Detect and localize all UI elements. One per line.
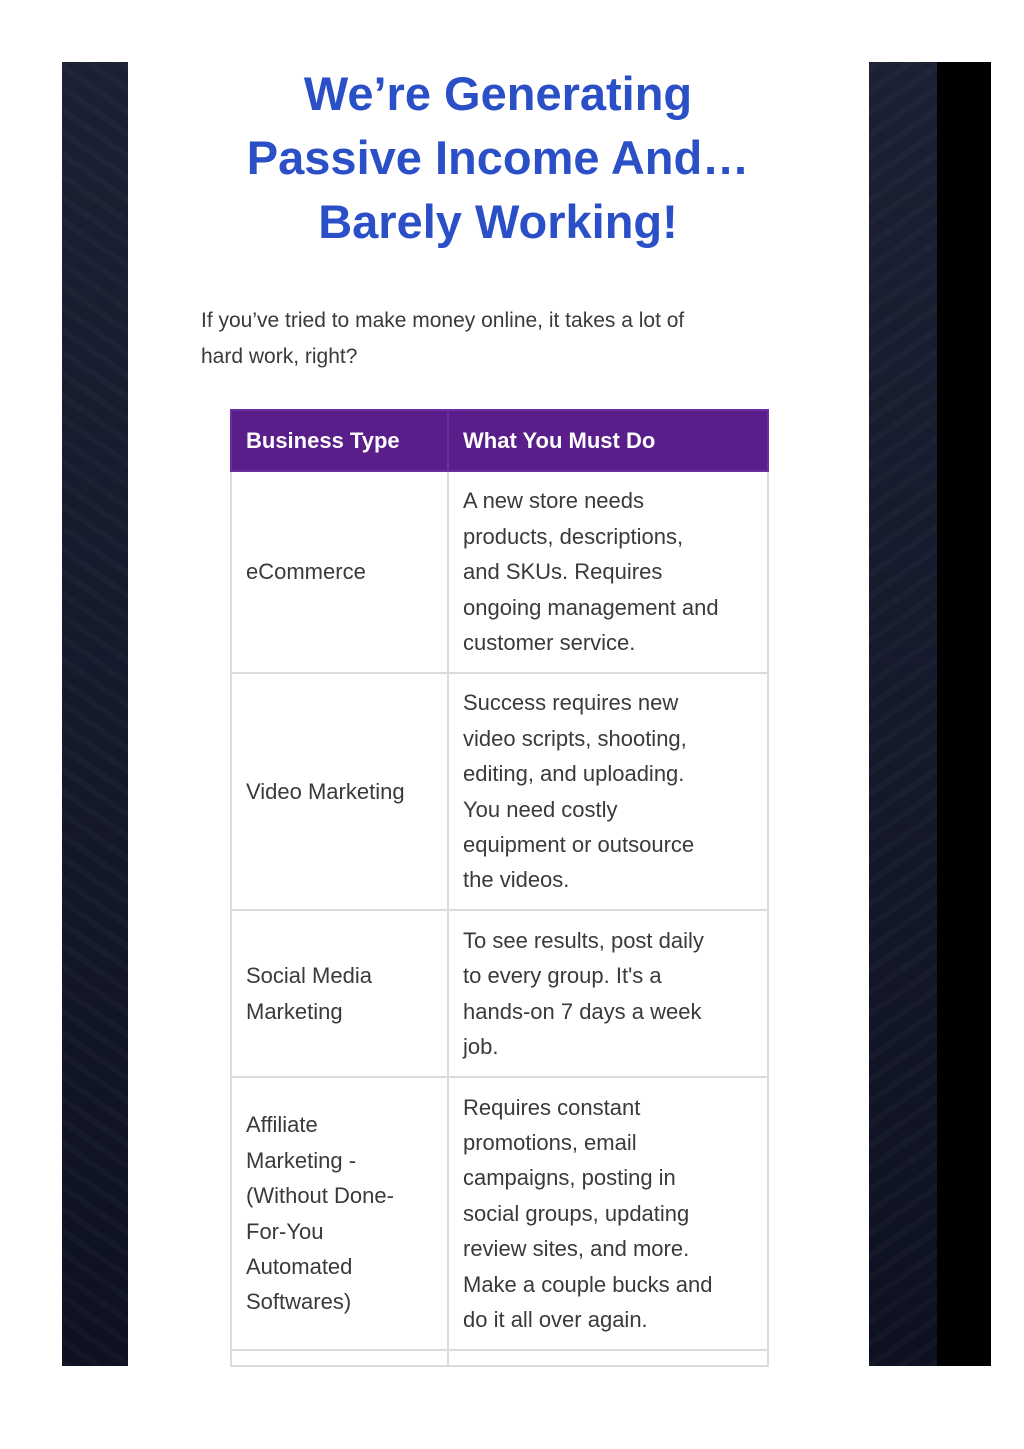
background-panel-left: [62, 62, 128, 1366]
cell-line: Social Media: [246, 963, 372, 989]
cell-line: Video Marketing: [246, 778, 405, 804]
requirements-cell: [448, 1077, 768, 1350]
cell-line: social groups, updating: [463, 1200, 690, 1226]
cell-line: Marketing: [246, 998, 343, 1024]
intro-line: If you’ve tried to make money online, it takes a lot of: [201, 309, 685, 332]
cell-line: ongoing management and: [463, 594, 719, 620]
cell-line: review sites, and more.: [463, 1236, 690, 1262]
business-comparison-table: [230, 409, 769, 1367]
cell-line: Make a couple bucks and: [463, 1271, 713, 1297]
empty-cell: [448, 1350, 768, 1366]
intro-paragraph: [201, 303, 791, 375]
cell-line: equipment or outsource: [463, 831, 695, 857]
table-row: [231, 471, 768, 673]
cell-line: promotions, email: [463, 1129, 637, 1155]
table-row: [231, 673, 768, 910]
cell-line: Success requires new: [463, 690, 679, 716]
background-panel-right: [869, 62, 937, 1366]
cell-line: campaigns, posting in: [463, 1165, 676, 1191]
business-type-cell: [231, 673, 448, 910]
cell-line: Softwares): [246, 1289, 352, 1315]
cell-line: products, descriptions,: [463, 523, 684, 549]
header-what-you-must-do: What You Must Do: [448, 410, 768, 471]
headline-line: We’re Generating: [303, 67, 693, 120]
empty-cell: [231, 1350, 448, 1366]
cell-line: To see results, post daily: [463, 927, 704, 953]
business-type-cell: [231, 1077, 448, 1350]
cell-line: Requires constant: [463, 1094, 641, 1120]
cell-line: eCommerce: [246, 559, 366, 585]
requirements-cell: [448, 673, 768, 910]
business-type-cell: [231, 471, 448, 673]
cell-line: video scripts, shooting,: [463, 725, 687, 751]
table-row: [231, 1077, 768, 1350]
cell-line: the videos.: [463, 867, 570, 893]
table-row: [231, 1350, 768, 1366]
table-row: [231, 910, 768, 1077]
cell-line: For-You: [246, 1218, 324, 1244]
cell-line: hands-on 7 days a week: [463, 998, 702, 1024]
page-headline: [200, 62, 796, 254]
cell-line: Affiliate: [246, 1112, 318, 1138]
header-business-type: Business Type: [231, 410, 448, 471]
cell-line: Marketing -: [246, 1147, 357, 1173]
background-strip-black: [937, 62, 991, 1366]
business-type-cell: [231, 910, 448, 1077]
headline-line: Barely Working!: [318, 195, 678, 248]
cell-line: Automated: [246, 1253, 353, 1279]
table-header-row: [231, 410, 768, 471]
cell-line: A new store needs: [463, 488, 645, 514]
cell-line: to every group. It's a: [463, 963, 662, 989]
cell-line: do it all over again.: [463, 1307, 648, 1333]
intro-line: hard work, right?: [201, 345, 358, 368]
cell-line: You need costly: [463, 796, 618, 822]
requirements-cell: [448, 910, 768, 1077]
cell-line: and SKUs. Requires: [463, 559, 663, 585]
cell-line: (Without Done-: [246, 1183, 394, 1209]
cell-line: editing, and uploading.: [463, 761, 685, 787]
cell-line: customer service.: [463, 630, 636, 656]
headline-line: Passive Income And…: [246, 131, 750, 184]
requirements-cell: [448, 471, 768, 673]
cell-line: job.: [463, 1033, 499, 1059]
